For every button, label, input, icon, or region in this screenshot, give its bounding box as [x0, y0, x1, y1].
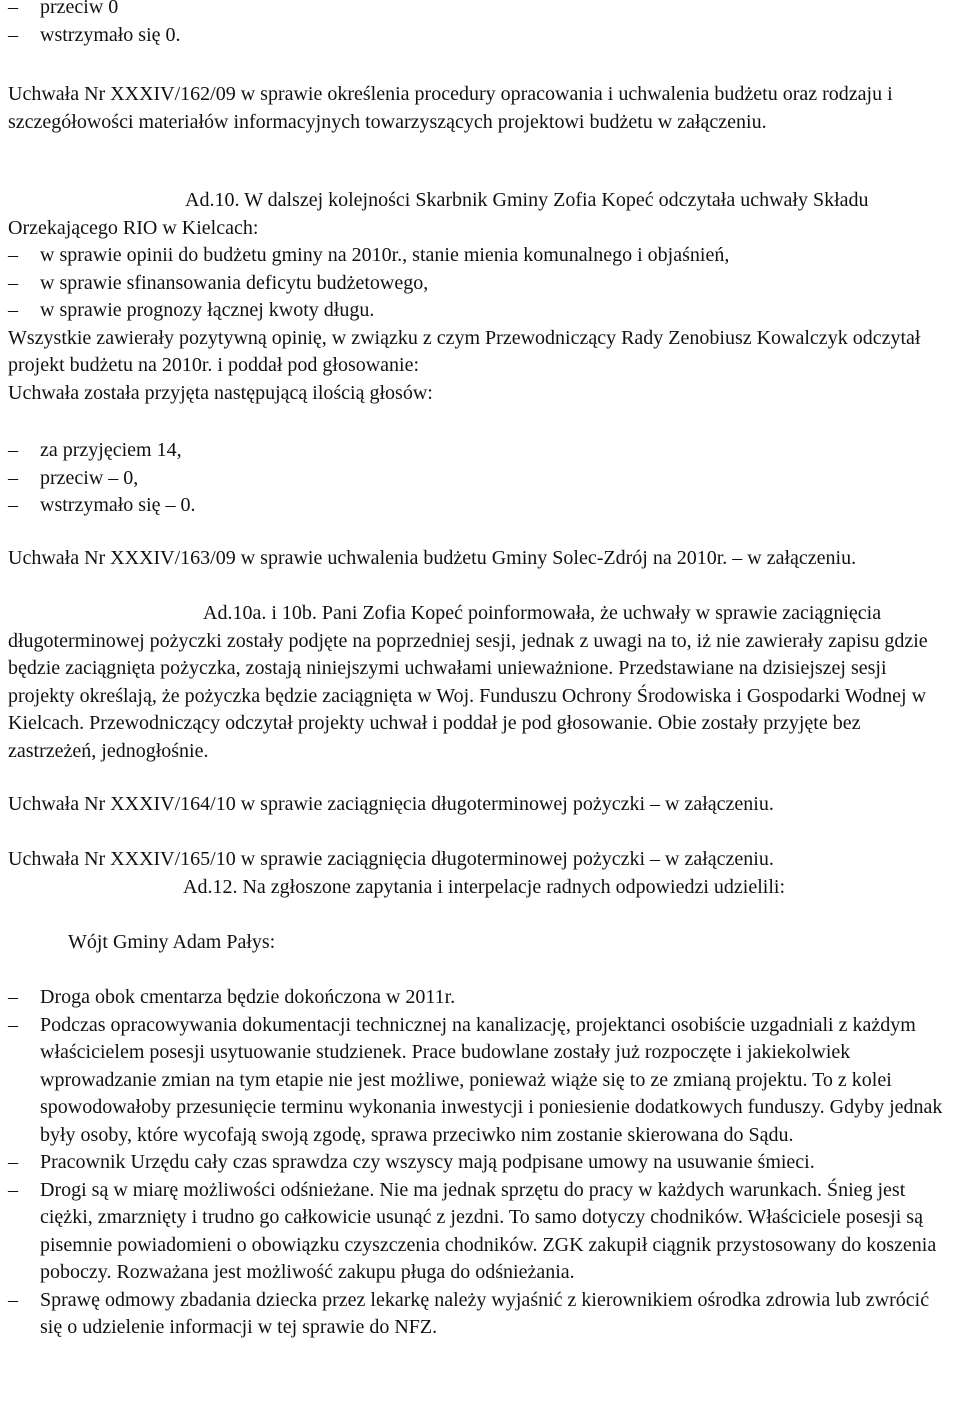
list-item: – Podczas opracowywania dokumentacji technicznej na kanalizację, projektanci osobiście uzgadniali z każdym właścicielem posesji usytuowanie studzienek. Prace budowlane zostały już rozpoczęte i jakiekolwiek wprowadzanie zmian na tym etapie nie jest możliwe, ponieważ wiąże się to ze zmianą projektu. To z kolei spowodowałoby przesunięcie terminu wykonania inwestycji i poniesienie dodatkowych funduszy. Gdyby jednak były osoby, które wycofają swoją zgodę, sprawa przeciwko nim zostanie skierowana do Sądu. [8, 1012, 952, 1150]
ad10-summary: Wszystkie zawierały pozytywną opinię, w związku z czym Przewodniczący Rady Zenobiusz Kowalczyk odczytał projekt budżetu na 2010r. i poddał pod głosowanie: [8, 326, 921, 376]
list-item: – Pracownik Urzędu cały czas sprawdza czy wszyscy mają podpisane umowy na usuwanie śmieci. [8, 1149, 952, 1177]
resolution-163: Uchwała Nr XXXIV/163/09 w sprawie uchwalenia budżetu Gminy Solec-Zdrój na 2010r. – w załączeniu. [8, 547, 857, 569]
resolution-162: Uchwała Nr XXXIV/162/09 w sprawie określenia procedury opracowania i uchwalenia budżetu oraz rodzaju i szczegółowości materiałów informacyjnych towarzyszących projektowi budżetu w załączeniu. [8, 83, 893, 133]
section-ad12 [8, 874, 952, 902]
ad12-label: Ad.12. [183, 876, 238, 898]
wojt-heading: Wójt Gminy Adam Pałys: [68, 931, 276, 953]
section-ad10ab [8, 600, 952, 765]
ad12-text: Na zgłoszone zapytania i interpelacje radnych odpowiedzi udzielili: [242, 876, 786, 898]
ad10ab-label: Ad.10a. i 10b. [203, 602, 317, 624]
list-item: – w sprawie opinii do budżetu gminy na 2010r., stanie mienia komunalnego i objaśnień, [8, 242, 952, 270]
section-ad10 [8, 187, 952, 407]
list-item: – Drogi są w miarę możliwości odśnieżane. Nie ma jednak sprzętu do pracy w każdych warunkach. Śnieg jest ciężki, zmarznięty i trudno go całkowicie usunąć z jezdni. To samo dotyczy chodników. Właściciele posesji są pisemnie powiadomieni o obowiązku czyszczenia chodników. ZGK zakupił ciągnik przystosowany do koszenia poboczy. Rozważana jest możliwość zakupu pługa do odśnieżania. [8, 1177, 952, 1287]
vote-intro: Uchwała została przyjęta następującą ilością głosów: [8, 381, 433, 404]
budget-vote-list [8, 437, 952, 520]
resolution-165: Uchwała Nr XXXIV/165/10 w sprawie zaciągnięcia długoterminowej pożyczki – w załączeniu. [8, 848, 774, 870]
list-item: – Sprawę odmowy zbadania dziecka przez lekarkę należy wyjaśnić z kierownikiem ośrodka zdrowia lub zwrócić się o udzielenie informacji w tej sprawie do NFZ. [8, 1287, 952, 1342]
list-item: – w sprawie sfinansowania deficytu budżetowego, [8, 270, 952, 298]
top-vote-list [8, 0, 952, 49]
list-item: – Droga obok cmentarza będzie dokończona w 2011r. [8, 984, 952, 1012]
list-item: – wstrzymało się 0. [8, 22, 952, 50]
list-item: – przeciw 0 [8, 0, 952, 22]
list-item: – przeciw – 0, [8, 465, 952, 493]
rio-resolutions-list [8, 242, 952, 325]
resolution-164: Uchwała Nr XXXIV/164/10 w sprawie zaciągnięcia długoterminowej pożyczki – w załączeniu. [8, 793, 774, 815]
ad10ab-text: Pani Zofia Kopeć poinformowała, że uchwały w sprawie zaciągnięcia długoterminowej pożyczki zostały podjęte na poprzedniej sesji, jednak z uwagi na to, iż nie zawierały zapisu gdzie będzie zaciągnięta pożyczka, zostają niniejszymi uchwałami unieważnione. Przedstawiane na dzisiejszej sesji projekty określają, że pożyczka będzie zaciągnięta w Woj. Funduszu Ochrony Środowiska i Gospodarki Wodnej w Kielcach. Przewodniczący odczytał projekty uchwał i poddał je pod głosowanie. Obie zostały przyjęte bez zastrzeżeń, jednogłośnie. [8, 602, 928, 762]
answers-list [8, 984, 952, 1342]
list-item: – wstrzymało się – 0. [8, 492, 952, 520]
list-item: – w sprawie prognozy łącznej kwoty długu. [8, 297, 952, 325]
list-item: – za przyjęciem 14, [8, 437, 952, 465]
ad10-intro: Ad.10. W dalszej kolejności Skarbnik Gminy Zofia Kopeć odczytała uchwały Składu Orzekającego RIO w Kielcach: [8, 189, 869, 239]
